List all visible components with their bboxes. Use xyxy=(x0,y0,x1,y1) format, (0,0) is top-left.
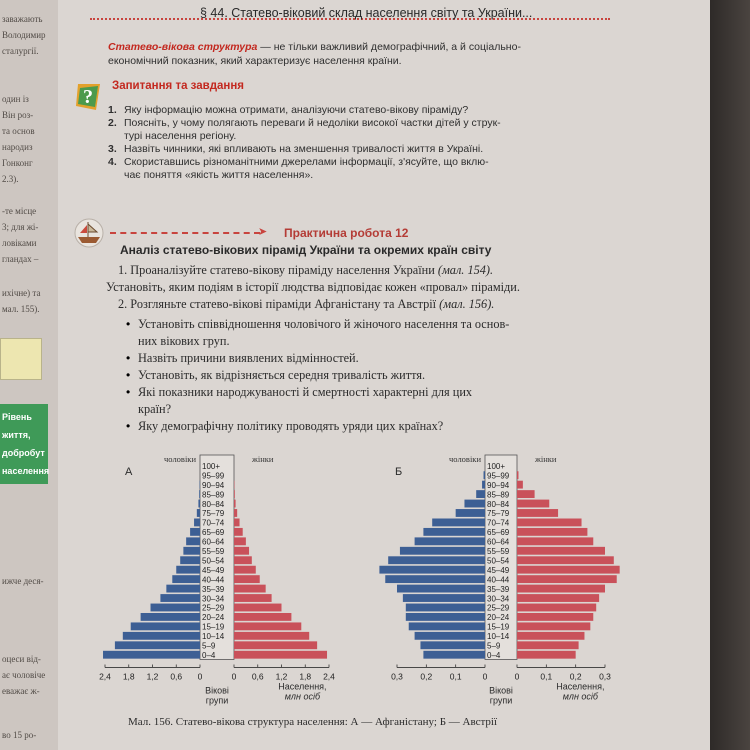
age-group-label: 85–89 xyxy=(487,490,510,500)
left-page-line: заважають xyxy=(2,14,43,24)
population-axis-label: Населення, xyxy=(278,681,327,692)
bar-female xyxy=(517,613,593,621)
age-group-label: 70–74 xyxy=(487,518,510,528)
bar-female xyxy=(517,575,617,583)
bar-female xyxy=(517,519,582,527)
age-group-label: 75–79 xyxy=(487,509,510,519)
bullet-text: Яку демографічну політику проводять уряди цих країнах? xyxy=(138,419,444,433)
left-page-line: -те місце xyxy=(2,206,37,216)
age-axis-label: групи xyxy=(205,695,229,706)
bar-male xyxy=(403,594,485,602)
left-page-line: во 15 ро- xyxy=(2,730,37,740)
age-group-label: 10–14 xyxy=(487,632,510,642)
bar-female xyxy=(517,471,518,479)
left-page-line: Гонконг xyxy=(2,158,33,168)
x-tick-label: 0,6 xyxy=(251,671,264,682)
left-page-line: народиз xyxy=(2,142,33,152)
age-group-label: 20–24 xyxy=(202,613,225,623)
bar-female xyxy=(234,547,249,555)
question-text: Назвіть чинники, які впливають на зменшення тривалості життя в Україні. xyxy=(124,143,484,155)
age-group-label: 35–39 xyxy=(487,584,510,594)
x-tick-label: 2,4 xyxy=(323,671,335,682)
bar-male xyxy=(456,509,485,517)
left-page-line: ижче деся- xyxy=(2,576,44,586)
task-text: 2. Розгляньте статево-вікові піраміди Афганістану та Австрії xyxy=(118,297,440,311)
panel-label: А xyxy=(125,466,133,478)
bar-female xyxy=(234,528,243,536)
bar-male xyxy=(141,613,200,621)
bar-female xyxy=(234,519,240,527)
age-group-label: 100+ xyxy=(487,461,506,471)
bar-female xyxy=(517,566,620,574)
bar-female xyxy=(517,556,614,564)
task-text: 1. Проаналізуйте статево-вікову піраміду населення України xyxy=(118,263,438,277)
bar-female xyxy=(234,632,309,640)
bar-female xyxy=(234,490,235,498)
series-label-male: чоловіки xyxy=(164,454,196,464)
question-number: 3. xyxy=(108,143,117,155)
bar-female xyxy=(234,613,291,621)
bar-male xyxy=(194,519,200,527)
bullet-text: країн? xyxy=(138,402,172,416)
green-box-line: Рівень xyxy=(2,412,32,422)
age-group-label: 65–69 xyxy=(487,528,510,538)
question-text: Поясніть, у чому полягають переваги й недоліки високої частки дітей у струк- xyxy=(124,117,501,129)
age-group-label: 40–44 xyxy=(202,575,225,585)
bullet-text: Назвіть причини виявлених відмінностей. xyxy=(138,351,359,365)
x-tick-label: 0,1 xyxy=(449,671,462,682)
age-group-label: 0–4 xyxy=(487,650,501,660)
bar-male xyxy=(186,537,200,545)
bar-female xyxy=(234,566,256,574)
bullet-icon: • xyxy=(126,351,131,365)
x-tick-label: 1,8 xyxy=(299,671,312,682)
bar-male xyxy=(131,622,200,630)
bar-male xyxy=(423,528,485,536)
series-label-female: жінки xyxy=(535,454,557,464)
left-page-line: ає чоловіче xyxy=(2,670,46,680)
bar-male xyxy=(415,537,485,545)
age-group-label: 80–84 xyxy=(487,499,510,509)
bar-male xyxy=(400,547,485,555)
bar-male xyxy=(423,651,485,659)
age-group-label: 55–59 xyxy=(487,547,510,556)
left-page-line: один із xyxy=(2,94,29,104)
x-tick-label: 0,1 xyxy=(540,671,553,682)
bullet-text: Установіть співвідношення чоловічого й жіночого населення та основ- xyxy=(138,317,510,331)
green-box-line: добробут xyxy=(2,448,45,458)
bar-female xyxy=(517,528,587,536)
practical-subtitle: Аналіз статево-вікових пірамід України та окремих країн світу xyxy=(120,243,492,257)
age-group-label: 65–69 xyxy=(202,528,225,538)
question-number: 1. xyxy=(108,104,117,116)
x-tick-label: 1,8 xyxy=(122,671,135,682)
bar-female xyxy=(234,604,282,612)
x-tick-label: 0,3 xyxy=(391,671,403,682)
bar-female xyxy=(517,651,576,659)
questions-title: Запитання та завдання xyxy=(112,80,244,92)
age-axis-label: Вікові xyxy=(489,685,513,696)
series-label-female: жінки xyxy=(252,454,274,464)
left-page-line: 2.3). xyxy=(2,174,19,184)
bar-male xyxy=(103,651,200,659)
question-text: Яку інформацію можна отримати, аналізуючи статево-вікову піраміду? xyxy=(124,104,469,116)
bar-female xyxy=(517,641,579,649)
pyramid-chart xyxy=(379,454,619,705)
bar-male xyxy=(172,575,200,583)
bar-female xyxy=(517,509,558,517)
bar-male xyxy=(166,585,200,593)
question-number: 2. xyxy=(108,117,117,129)
bar-female xyxy=(517,585,605,593)
green-box-line: населення xyxy=(2,466,50,476)
left-page-line: еважає ж- xyxy=(2,686,40,696)
x-tick-label: 2,4 xyxy=(99,671,111,682)
left-page-line: мал. 155). xyxy=(2,304,40,314)
left-page-line: ловіками xyxy=(2,238,37,248)
bar-male xyxy=(176,566,200,574)
definition-text: економічний показник, який характеризує населення країни. xyxy=(108,55,402,67)
age-group-label: 90–94 xyxy=(202,480,225,490)
age-group-label: 50–54 xyxy=(487,556,510,566)
bullet-icon: • xyxy=(126,317,131,331)
population-axis-label: Населення, xyxy=(556,681,605,692)
population-axis-label: млн осіб xyxy=(284,691,321,702)
age-group-label: 25–29 xyxy=(487,603,510,613)
age-group-label: 95–99 xyxy=(487,471,510,481)
figure-caption: Мал. 156. Статево-вікова структура населення: А — Афганістану; Б — Австрії xyxy=(128,716,498,728)
left-page-line: сталургії. xyxy=(2,46,39,56)
bar-male xyxy=(415,632,485,640)
left-page-line: оцеси від- xyxy=(2,654,41,664)
bar-female xyxy=(234,641,317,649)
bar-male xyxy=(123,632,200,640)
x-tick-label: 0,2 xyxy=(569,671,582,682)
bar-female xyxy=(517,594,599,602)
age-group-label: 85–89 xyxy=(202,490,225,500)
age-group-label: 50–54 xyxy=(202,556,225,566)
bullet-text: них вікових груп. xyxy=(138,334,230,348)
bar-male xyxy=(199,490,200,498)
definition-term: Статево-вікова структура xyxy=(108,41,258,53)
bar-male xyxy=(379,566,485,574)
left-page-line: 3; для жі- xyxy=(2,222,39,232)
age-group-label: 15–19 xyxy=(487,622,510,632)
bar-male xyxy=(385,575,485,583)
age-group-label: 60–64 xyxy=(202,537,225,547)
bar-female xyxy=(234,585,266,593)
bar-female xyxy=(517,490,535,498)
bullet-icon: • xyxy=(126,368,131,382)
bar-male xyxy=(115,641,200,649)
panel-label: Б xyxy=(395,466,403,478)
question-text: чає поняття «якість життя населення». xyxy=(124,169,314,181)
section-title: § 44. Статево-віковий склад населення світу та України... xyxy=(200,6,533,20)
x-tick-label: 0,3 xyxy=(599,671,611,682)
task-1-line2: Установіть, яким подіям в історії людства відповідає кожен «провал» піраміди. xyxy=(106,280,520,294)
task-ref: (мал. 156). xyxy=(439,297,495,311)
bar-male xyxy=(420,641,485,649)
bar-male xyxy=(160,594,200,602)
bar-male xyxy=(397,585,485,593)
bar-female xyxy=(234,575,260,583)
bar-female xyxy=(517,481,523,489)
bar-female xyxy=(234,537,246,545)
x-tick-label: 0 xyxy=(231,671,237,682)
age-group-label: 45–49 xyxy=(487,565,510,575)
left-page-line: та основ xyxy=(2,126,35,136)
age-group-label: 90–94 xyxy=(487,480,510,490)
task-ref: (мал. 154). xyxy=(437,263,494,277)
x-tick-label: 1,2 xyxy=(146,671,159,682)
age-group-label: 35–39 xyxy=(202,584,225,594)
bar-female xyxy=(234,556,252,564)
x-tick-label: 0 xyxy=(482,671,488,682)
bullet-icon: • xyxy=(126,385,131,399)
green-box-line: життя, xyxy=(2,430,31,440)
left-page-line: ихічне) та xyxy=(2,288,41,298)
bar-male xyxy=(409,622,485,630)
bar-male xyxy=(197,509,200,517)
x-tick-label: 0 xyxy=(514,671,520,682)
bar-male xyxy=(183,547,200,555)
age-group-label: 25–29 xyxy=(202,603,225,613)
x-tick-label: 0,6 xyxy=(170,671,183,682)
left-page-line: Володимир xyxy=(2,30,46,40)
bar-male xyxy=(190,528,200,536)
bar-male xyxy=(476,490,485,498)
bar-male xyxy=(482,481,485,489)
age-group-label: 80–84 xyxy=(202,499,225,509)
age-group-label: 30–34 xyxy=(202,594,225,604)
age-axis-label: групи xyxy=(489,695,513,706)
bar-female xyxy=(234,651,327,659)
age-group-label: 20–24 xyxy=(487,613,510,623)
age-group-label: 60–64 xyxy=(487,537,510,547)
bullet-text: Які показники народжуваності й смертності характерні для цих xyxy=(138,385,473,399)
practical-title: Практична робота 12 xyxy=(284,226,409,240)
bar-female xyxy=(517,537,593,545)
age-group-label: 55–59 xyxy=(202,547,225,556)
age-group-label: 5–9 xyxy=(202,641,216,651)
bar-male xyxy=(484,471,485,479)
bar-male xyxy=(151,604,200,612)
left-page-line: гландах – xyxy=(2,254,39,264)
bar-male xyxy=(388,556,485,564)
svg-text:?: ? xyxy=(83,86,93,108)
age-group-label: 75–79 xyxy=(202,509,225,519)
question-text: турі населення регіону. xyxy=(124,130,237,142)
bullet-icon: • xyxy=(126,419,131,433)
question-number: 4. xyxy=(108,156,117,168)
bar-female xyxy=(517,622,590,630)
age-group-label: 15–19 xyxy=(202,622,225,632)
definition-text: — не тільки важливий демографічний, а й соціально- xyxy=(257,41,521,53)
x-tick-label: 0 xyxy=(197,671,203,682)
population-axis-label: млн осіб xyxy=(562,691,599,702)
age-axis-label: Вікові xyxy=(205,685,229,696)
question-text: Скориставшись різноманітними джерелами інформації, з'ясуйте, що вклю- xyxy=(124,156,489,168)
age-group-label: 0–4 xyxy=(202,650,216,660)
bar-female xyxy=(517,604,596,612)
bar-male xyxy=(406,613,485,621)
bar-female xyxy=(234,509,237,517)
bar-male xyxy=(406,604,485,612)
x-tick-label: 1,2 xyxy=(275,671,288,682)
bar-male xyxy=(180,556,200,564)
age-group-label: 95–99 xyxy=(202,471,225,481)
age-group-label: 100+ xyxy=(202,461,221,471)
bar-male xyxy=(432,519,485,527)
bar-female xyxy=(234,500,236,508)
bar-male xyxy=(464,500,485,508)
bar-female xyxy=(517,632,584,640)
age-group-label: 10–14 xyxy=(202,632,225,642)
age-group-label: 40–44 xyxy=(487,575,510,585)
bar-female xyxy=(517,547,605,555)
age-group-label: 45–49 xyxy=(202,565,225,575)
age-group-label: 5–9 xyxy=(487,641,501,651)
bar-male xyxy=(198,500,200,508)
left-page-line: Він роз- xyxy=(2,110,34,120)
bar-female xyxy=(234,622,301,630)
series-label-male: чоловіки xyxy=(449,454,481,464)
bar-female xyxy=(517,500,549,508)
bar-female xyxy=(234,594,272,602)
arrow-right-icon: ➤ xyxy=(258,226,268,238)
x-tick-label: 0,2 xyxy=(420,671,433,682)
bullet-text: Установіть, як відрізняється середня тривалість життя. xyxy=(138,368,426,382)
age-group-label: 30–34 xyxy=(487,594,510,604)
pyramid-chart xyxy=(99,454,335,705)
age-group-label: 70–74 xyxy=(202,518,225,528)
